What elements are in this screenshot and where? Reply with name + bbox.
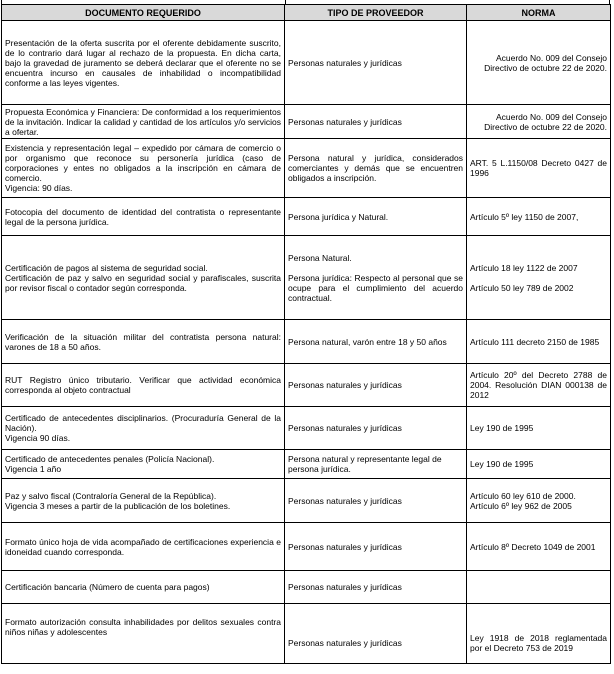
cell-documento: Formato único hoja de vida acompañado de certificaciones experiencia e idoneidad cuando corresponda. <box>2 523 285 571</box>
cell-norma <box>467 604 611 664</box>
spacer <box>288 263 463 273</box>
cell-tipo: Personas naturales y jurídicas <box>285 407 467 450</box>
cell-text: Persona Natural. <box>288 252 352 263</box>
cell-norma: ART. 5 L.1150/08 Decreto 0427 de 1996 <box>467 139 611 198</box>
cell-norma <box>467 479 611 523</box>
cell-norma: Acuerdo No. 009 del Consejo Directivo de octubre 22 de 2020. <box>467 105 611 139</box>
table-row <box>2 523 611 571</box>
cell-text-extra: Vigencia 90 días. <box>5 433 71 443</box>
cell-tipo: Personas naturales y jurídicas <box>285 479 467 523</box>
cell-norma: Acuerdo No. 009 del Consejo Directivo de octubre 22 de 2020. <box>467 21 611 105</box>
cell-text: Ley 1918 de 2018 reglamentada por el Decreto 753 de 2019 <box>470 632 607 653</box>
cell-text-extra: Persona jurídica: Respecto al personal que se ocupe para el cumplimiento del acuerdo contractual. <box>288 272 463 303</box>
cell-text-extra: Certificación de paz y salvo en seguridad social y parafiscales, suscrita por revisor fiscal o contador según corresponda. <box>5 272 281 293</box>
cell-text-extra: Artículo 50 ley 789 de 2002 <box>470 282 574 293</box>
table-row <box>2 21 611 105</box>
cell-documento <box>2 450 285 479</box>
cell-text: Existencia y representación legal – expedido por cámara de comercio o por organismo que reconoce su personería jurídica (caso de corporaciones y entes no obligados a la inscripción en cámara de comercio. <box>5 143 281 183</box>
cell-tipo: Personas naturales y jurídicas <box>285 523 467 571</box>
cell-norma: Artículo 20º del Decreto 2788 de 2004. Resolución DIAN 000138 de 2012 <box>467 364 611 407</box>
cell-tipo: Personas naturales y jurídicas <box>285 105 467 139</box>
table-row <box>2 450 611 479</box>
cell-text-extra: Vigencia: 90 días. <box>5 183 73 193</box>
cell-tipo: Persona jurídica y Natural. <box>285 198 467 236</box>
cell-tipo: Persona natural, varón entre 18 y 50 años <box>285 320 467 364</box>
cell-text: Paz y salvo fiscal (Contraloría General de la República). <box>5 490 217 501</box>
cell-documento <box>2 236 285 320</box>
cell-text: Artículo 18 ley 1122 de 2007 <box>470 262 578 273</box>
header-tipo-proveedor: TIPO DE PROVEEDOR <box>285 5 467 21</box>
table-row <box>2 604 611 664</box>
cell-norma: Ley 190 de 1995 <box>467 450 611 479</box>
table-row <box>2 320 611 364</box>
cell-norma: Artículo 8º Decreto 1049 de 2001 <box>467 523 611 571</box>
header-norma: NORMA <box>467 5 611 21</box>
cell-text: Certificación de pagos al sistema de seguridad social. <box>5 262 208 273</box>
cell-documento: Fotocopia del documento de identidad del contratista o representante legal de la persona jurídica. <box>2 198 285 236</box>
cell-text-extra: Vigencia 1 año <box>5 464 62 474</box>
cell-documento <box>2 139 285 198</box>
table-row <box>2 139 611 198</box>
cell-documento: Certificación bancaria (Número de cuenta para pagos) <box>2 571 285 604</box>
cell-norma: Artículo 5º ley 1150 de 2007, <box>467 198 611 236</box>
table-row <box>2 479 611 523</box>
cell-documento: RUT Registro único tributario. Verificar que actividad económica corresponda al objeto contractual <box>2 364 285 407</box>
cell-text: Certificado de antecedentes disciplinarios. (Procuraduría General de la Nación). <box>5 413 281 433</box>
spacer <box>470 273 607 283</box>
cell-tipo <box>285 604 467 664</box>
cell-tipo: Personas naturales y jurídicas <box>285 364 467 407</box>
table-row <box>2 571 611 604</box>
cell-tipo: Personas naturales y jurídicas <box>285 571 467 604</box>
cell-documento: Presentación de la oferta suscrita por el oferente debidamente suscrito, de lo contrario dará lugar al rechazo de la propuesta. En dicha carta, bajo la gravedad de juramento se deberá declarar que el oferente no se encuentra incurso en causales de inhabilidad o incompatibilidad conforme a las leyes vigentes. <box>2 21 285 105</box>
table-row <box>2 364 611 407</box>
table-row <box>2 105 611 139</box>
cell-text: Certificado de antecedentes penales (Policía Nacional). <box>5 454 215 464</box>
cell-tipo: Persona natural y jurídica, considerados comerciantes y demás que se encuentren obligados a inscripción. <box>285 139 467 198</box>
cell-documento <box>2 407 285 450</box>
table-header-row <box>2 5 611 21</box>
cell-tipo <box>285 236 467 320</box>
cell-documento <box>2 604 285 664</box>
cell-norma <box>467 236 611 320</box>
cell-text: Formato autorización consulta inhabilidades por delitos sexuales contra niños niñas y adolescentes <box>5 616 281 637</box>
table-row <box>2 198 611 236</box>
cell-documento: Verificación de la situación militar del contratista persona natural: varones de 18 a 50 años. <box>2 320 285 364</box>
cell-norma <box>467 571 611 604</box>
header-documento: DOCUMENTO REQUERIDO <box>2 5 285 21</box>
cell-text: Artículo 60 ley 610 de 2000. <box>470 490 576 501</box>
cell-norma: Artículo 111 decreto 2150 de 1985 <box>467 320 611 364</box>
cell-norma: Ley 190 de 1995 <box>467 407 611 450</box>
table-row <box>2 236 611 320</box>
cell-documento <box>2 479 285 523</box>
cell-text: Personas naturales y jurídicas <box>288 637 402 648</box>
table-row <box>2 407 611 450</box>
cell-documento: Propuesta Económica y Financiera: De conformidad a los requerimientos de la invitación. Indicar la calidad y cantidad de los artículos y/o servicios a ofertar. <box>2 105 285 139</box>
cell-tipo: Personas naturales y jurídicas <box>285 21 467 105</box>
cell-text-extra: Vigencia 3 meses a partir de la publicación de los boletines. <box>5 500 231 511</box>
cell-text-extra: Artículo 6º ley 962 de 2005 <box>470 500 572 511</box>
cell-tipo: Persona natural y representante legal de persona jurídica. <box>285 450 467 479</box>
requirements-table <box>1 4 611 664</box>
